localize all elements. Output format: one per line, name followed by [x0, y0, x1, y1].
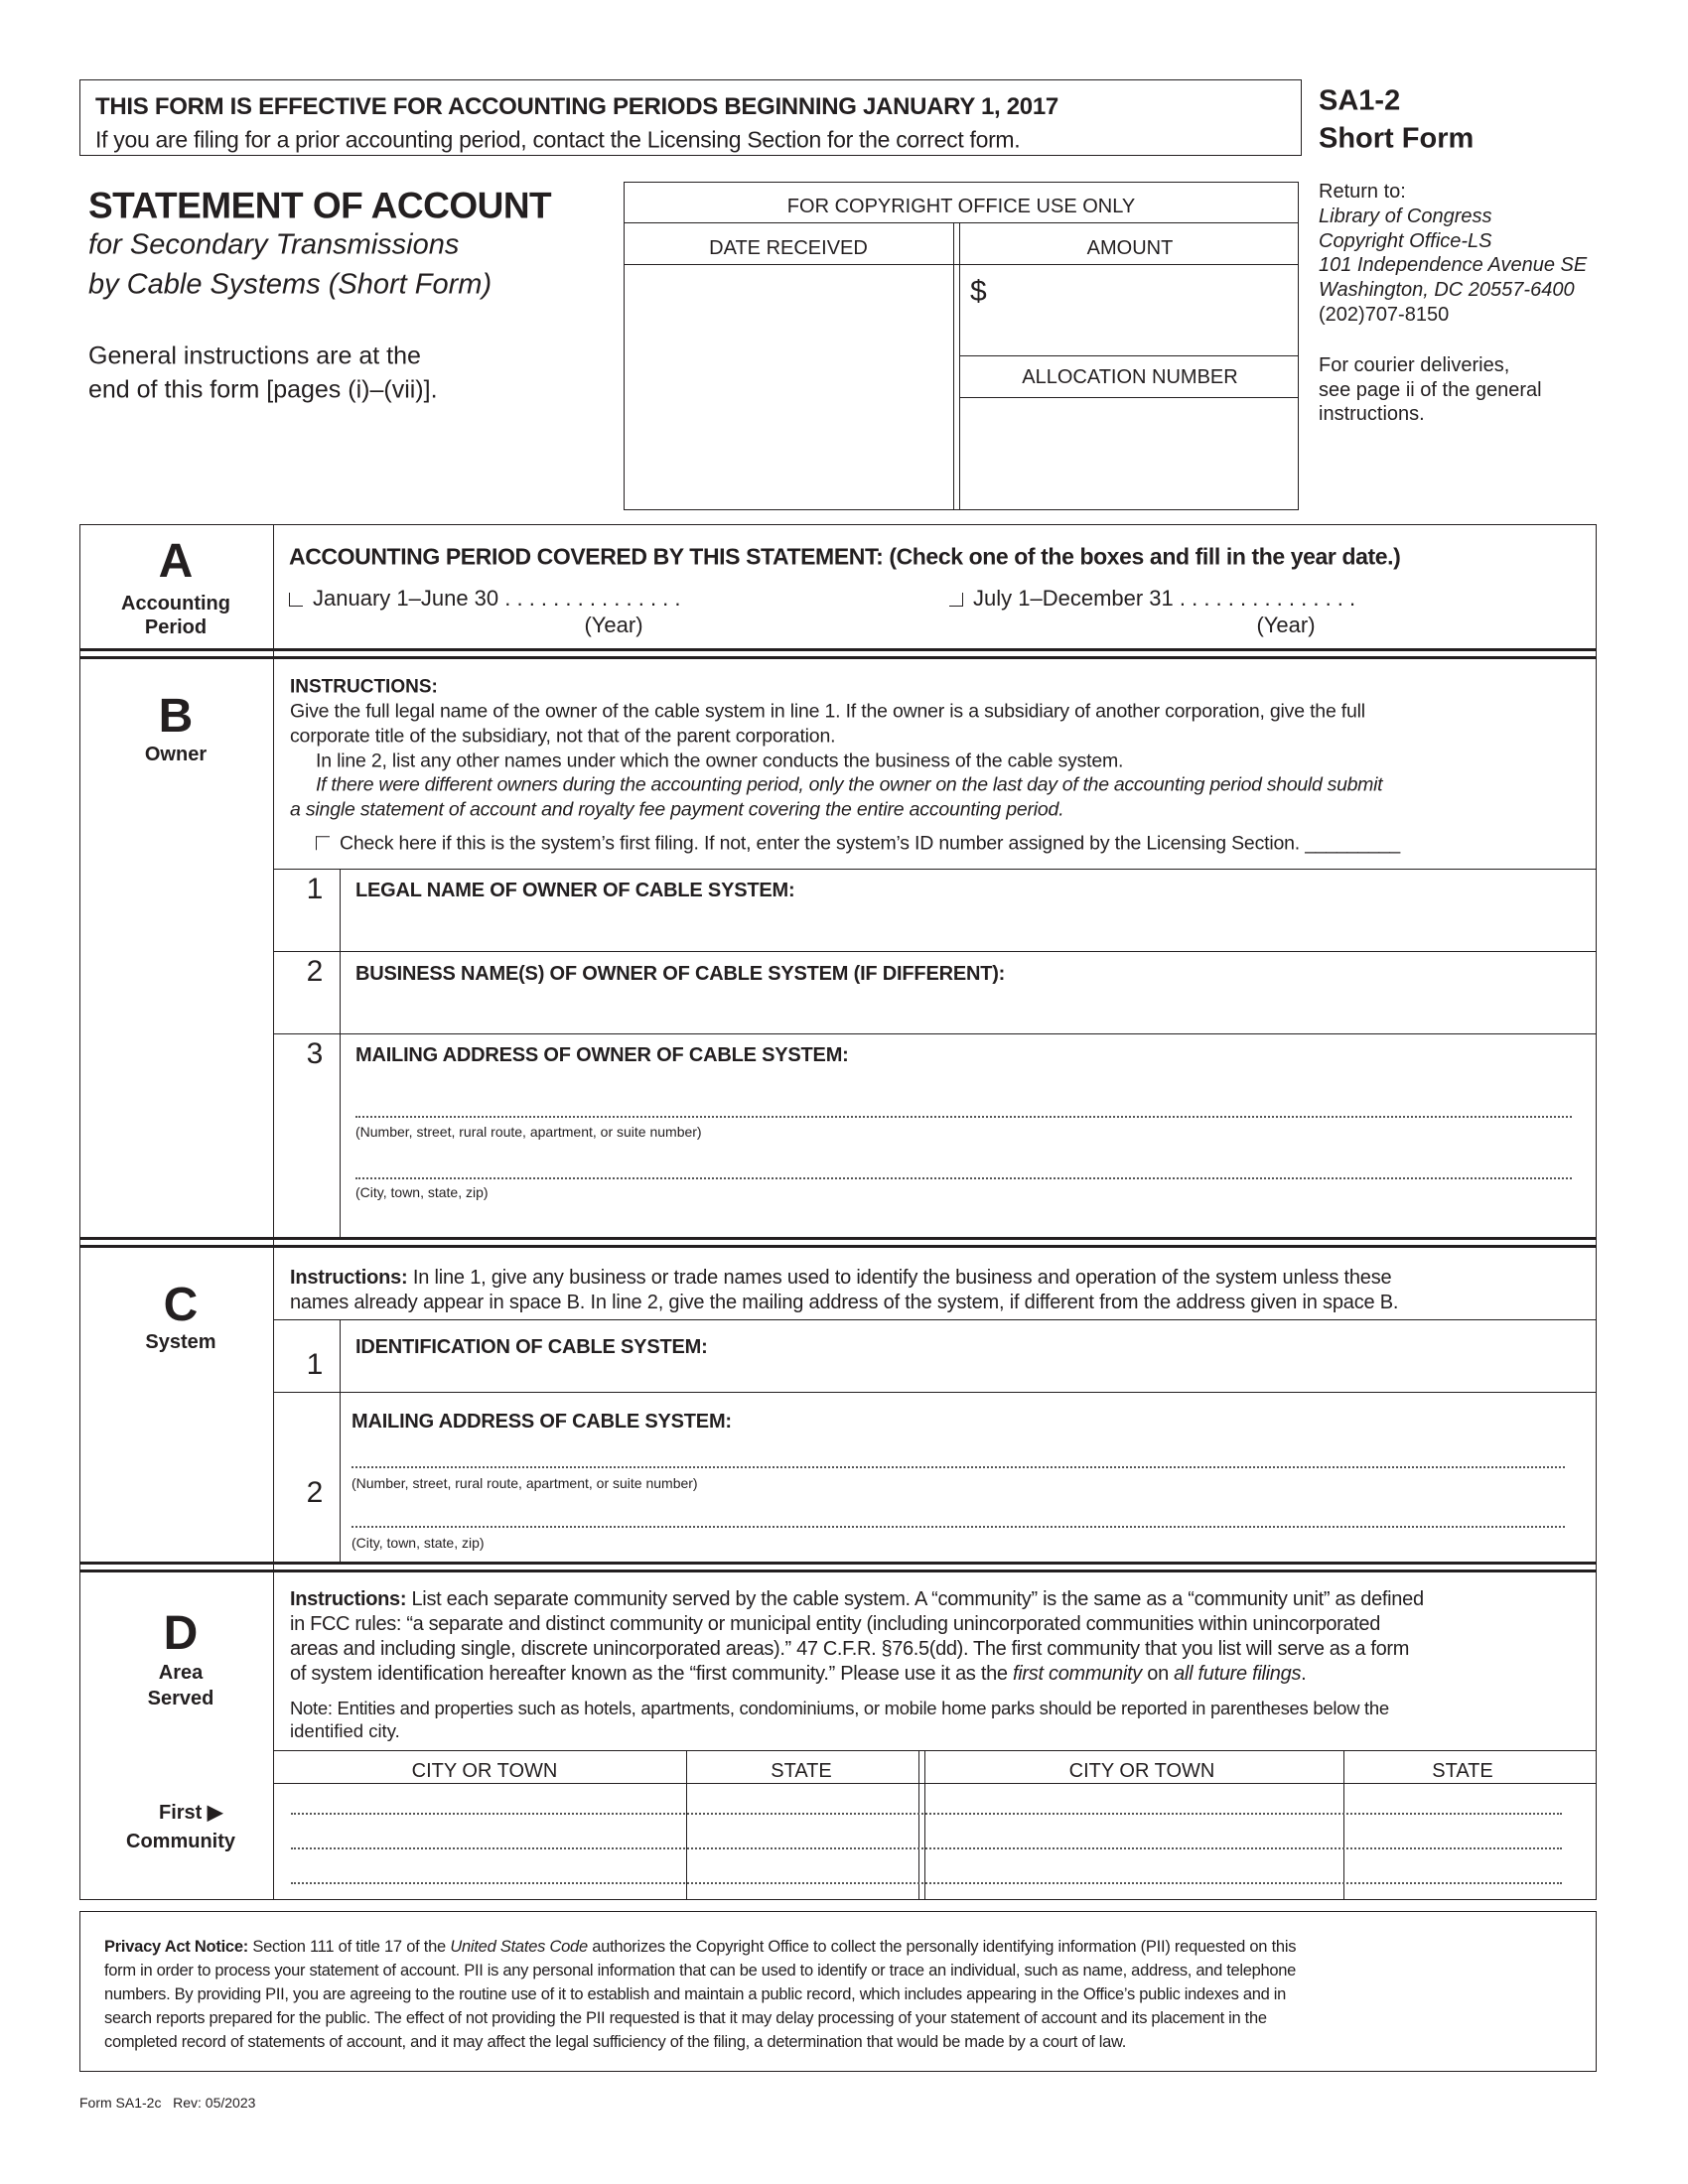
community-row-input[interactable] — [291, 1847, 1562, 1849]
owner-city-input[interactable] — [355, 1177, 1572, 1179]
note-text: Note: Entities and properties such as hotels, apartments, condominiums, or mobile home parks should be reported in parentheses below the — [290, 1697, 1389, 1718]
form-type: Short Form — [1319, 122, 1475, 155]
courier-note: see page ii of the general — [1319, 379, 1542, 401]
page-title: STATEMENT OF ACCOUNT — [88, 185, 552, 226]
return-address-line: Copyright Office-LS — [1319, 230, 1492, 252]
instructions-text: corporate title of the subsidiary, not that of the parent corporation. — [290, 725, 836, 748]
text: Section 111 of title 17 of the — [248, 1937, 451, 1956]
instructions-heading: INSTRUCTIONS: — [290, 676, 438, 698]
community-row-input[interactable] — [291, 1813, 1562, 1815]
general-instructions-2: end of this form [pages (i)–(vii)]. — [88, 375, 438, 404]
section-divider — [79, 1562, 1597, 1565]
amount-label: AMOUNT — [1086, 237, 1174, 259]
first-filing-label: Check here if this is the system’s first filing. If not, enter the system’s ID number assigned by the Licensing Section. _________ — [340, 832, 1401, 855]
instructions-body: List each separate community served by the cable system. A “community” is the same as a “community unit” as defined — [411, 1588, 1424, 1610]
section-divider — [79, 1237, 1597, 1240]
section-divider — [79, 656, 1597, 659]
owner-mailing-address-label: MAILING ADDRESS OF OWNER OF CABLE SYSTEM: — [355, 1044, 849, 1066]
first-community-label: Community — [126, 1831, 235, 1852]
column-header-city: CITY OR TOWN — [1068, 1760, 1215, 1782]
checkbox-first-filing[interactable] — [316, 836, 330, 850]
table-top — [273, 1750, 1597, 1751]
divider — [624, 264, 1299, 265]
privacy-text: search reports prepared for the public. The effect of not providing the PII requested is that it may delay processing of your statement of account and its placement in the — [104, 2008, 1267, 2027]
row-number: 1 — [306, 873, 324, 905]
general-instructions-1: General instructions are at the — [88, 341, 421, 370]
privacy-text — [104, 1939, 1296, 1956]
subtitle-line-1: for Secondary Transmissions — [88, 228, 460, 261]
text: authorizes the Copyright Office to collect the personally identifying information (PII) requested on this — [587, 1937, 1297, 1956]
first-filing-option[interactable] — [316, 834, 1400, 854]
city-caption: (City, town, state, zip) — [355, 1184, 489, 1200]
section-divider — [79, 1570, 1597, 1572]
row-divider — [273, 951, 1597, 952]
legal-name-field[interactable]: LEGAL NAME OF OWNER OF CABLE SYSTEM: — [355, 880, 795, 901]
owner-street-input[interactable] — [355, 1116, 1572, 1118]
row-number: 1 — [306, 1348, 324, 1381]
divider — [953, 222, 954, 510]
privacy-heading: Privacy Act Notice: — [104, 1937, 249, 1956]
column-divider — [1343, 1750, 1344, 1900]
street-caption: (Number, street, rural route, apartment, or suite number) — [355, 1124, 702, 1140]
section-b-label: Owner — [144, 744, 208, 765]
year-caption: (Year) — [584, 613, 643, 637]
accounting-period-heading: ACCOUNTING PERIOD COVERED BY THIS STATEMENT: (Check one of the boxes and fill in the year date.) — [289, 543, 1401, 570]
row-divider — [273, 1319, 1597, 1320]
first-community-label: First ▶ — [159, 1802, 223, 1824]
instructions-text: areas and including single, discrete unincorporated areas).” 47 C.F.R. §76.5(dd). The first community that you list will serve as a form — [290, 1638, 1410, 1660]
column-header-state: STATE — [771, 1760, 832, 1782]
prior-period-notice: If you are filing for a prior accounting period, contact the Licensing Section for the correct form. — [95, 126, 1021, 153]
section-d-letter: D — [163, 1607, 199, 1660]
row-divider — [273, 1392, 1597, 1393]
community-row-input[interactable] — [291, 1882, 1562, 1884]
year-caption: (Year) — [1256, 613, 1316, 637]
instructions-text: If there were different owners during the accounting period, only the owner on the last day of the accounting period should submit — [316, 773, 1383, 796]
section-b-letter: B — [158, 690, 194, 743]
divider — [959, 222, 960, 510]
office-use-box — [624, 182, 1299, 510]
row-number: 2 — [306, 1476, 324, 1509]
currency-symbol: $ — [970, 275, 987, 308]
section-a-label: Period — [144, 616, 208, 638]
checkbox-jul-dec[interactable] — [949, 593, 963, 607]
business-name-field[interactable]: BUSINESS NAME(S) OF OWNER OF CABLE SYSTEM (IF DIFFERENT): — [355, 963, 1006, 985]
courier-note: instructions. — [1319, 403, 1425, 425]
system-identification-field[interactable]: IDENTIFICATION OF CABLE SYSTEM: — [355, 1336, 708, 1358]
system-city-input[interactable] — [352, 1526, 1565, 1528]
instructions-text: Give the full legal name of the owner of the cable system in line 1. If the owner is a subsidiary of another corporation, give the full — [290, 700, 1365, 723]
instructions-text — [290, 1268, 1391, 1288]
text: of system identification hereafter known as the “first community.” Please use it as the — [290, 1663, 1014, 1685]
system-street-input[interactable] — [352, 1466, 1565, 1468]
text: on — [1141, 1663, 1175, 1685]
column-divider — [918, 1750, 919, 1900]
period-option-jul-dec[interactable] — [949, 588, 1355, 610]
instructions-text — [290, 1664, 1306, 1684]
text: first community — [1013, 1663, 1142, 1685]
row-divider — [273, 869, 1597, 870]
city-caption: (City, town, state, zip) — [352, 1535, 485, 1551]
table-header-bottom — [273, 1783, 1597, 1784]
option-label: July 1–December 31 . . . . . . . . . . . . . . . — [973, 586, 1356, 611]
effective-notice: THIS FORM IS EFFECTIVE FOR ACCOUNTING PERIODS BEGINNING JANUARY 1, 2017 — [95, 93, 1058, 120]
system-mailing-address-label: MAILING ADDRESS OF CABLE SYSTEM: — [352, 1411, 732, 1433]
instructions-text — [290, 1589, 1424, 1609]
row-number-divider — [340, 1319, 341, 1563]
instructions-body: In line 1, give any business or trade names used to identify the business and operation of the system unless these — [412, 1267, 1392, 1289]
row-divider — [273, 1033, 1597, 1034]
instructions-text: in FCC rules: “a separate and distinct community or municipal entity (including unincorporated communities within unincorporated — [290, 1613, 1380, 1635]
section-label-divider — [273, 524, 274, 1900]
privacy-text: numbers. By providing PII, you are agreeing to the routine use of it to establish and maintain a public record, which includes appearing in the Office’s public indexes and in — [104, 1984, 1287, 2003]
column-header-state: STATE — [1432, 1760, 1493, 1782]
privacy-text: form in order to process your statement of account. PII is any personal information that can be used to identify or trace an individual, such as name, address, and telephone — [104, 1961, 1297, 1979]
row-number-divider — [340, 869, 341, 1238]
period-option-jan-jun[interactable] — [289, 588, 681, 610]
row-number: 2 — [306, 955, 324, 988]
divider — [959, 397, 1299, 398]
return-address-line: 101 Independence Avenue SE — [1319, 254, 1588, 276]
column-divider — [686, 1750, 687, 1900]
section-divider — [79, 648, 1597, 651]
privacy-text: completed record of statements of account, and it may affect the legal sufficiency of the filing, a determination that would be made by a court of law. — [104, 2032, 1127, 2051]
section-a-letter: A — [158, 535, 194, 588]
checkbox-jan-jun[interactable] — [289, 593, 303, 607]
column-divider — [924, 1750, 925, 1900]
allocation-number-label: ALLOCATION NUMBER — [1022, 366, 1238, 388]
return-address-line: Library of Congress — [1319, 205, 1492, 227]
note-text: identified city. — [290, 1719, 400, 1741]
form-code: SA1-2 — [1319, 84, 1401, 117]
instructions-text: a single statement of account and royalty fee payment covering the entire accounting period. — [290, 798, 1064, 821]
text: all future filings — [1174, 1663, 1302, 1685]
instructions-label: Instructions: — [290, 1588, 407, 1610]
section-c-label: System — [145, 1331, 216, 1353]
street-caption: (Number, street, rural route, apartment, or suite number) — [352, 1475, 698, 1491]
instructions-label: Instructions: — [290, 1267, 408, 1289]
return-phone: (202)707-8150 — [1319, 304, 1450, 326]
section-c-letter: C — [163, 1279, 199, 1331]
divider — [959, 355, 1299, 356]
text: . — [1301, 1663, 1307, 1685]
form-revision: Form SA1-2c Rev: 05/2023 — [79, 2095, 256, 2111]
instructions-text: names already appear in space B. In line 2, give the mailing address of the system, if different from the address given in space B. — [290, 1292, 1399, 1313]
return-address-line: Washington, DC 20557-6400 — [1319, 279, 1575, 301]
date-received-label: DATE RECEIVED — [709, 237, 868, 259]
instructions-text: In line 2, list any other names under which the owner conducts the business of the cable system. — [316, 750, 1124, 772]
option-label: January 1–June 30 . . . . . . . . . . . . . . . — [313, 586, 681, 611]
section-a-label: Accounting — [121, 593, 230, 614]
text: United States Code — [450, 1937, 588, 1956]
return-to-label: Return to: — [1319, 181, 1406, 203]
section-divider — [79, 1245, 1597, 1248]
section-d-label: Served — [147, 1688, 214, 1709]
office-use-heading: FOR COPYRIGHT OFFICE USE ONLY — [786, 196, 1136, 217]
column-header-city: CITY OR TOWN — [411, 1760, 558, 1782]
divider — [624, 222, 1299, 223]
subtitle-line-2: by Cable Systems (Short Form) — [88, 268, 492, 301]
row-number: 3 — [306, 1037, 324, 1070]
courier-note: For courier deliveries, — [1319, 354, 1510, 376]
section-d-label: Area — [158, 1662, 204, 1684]
